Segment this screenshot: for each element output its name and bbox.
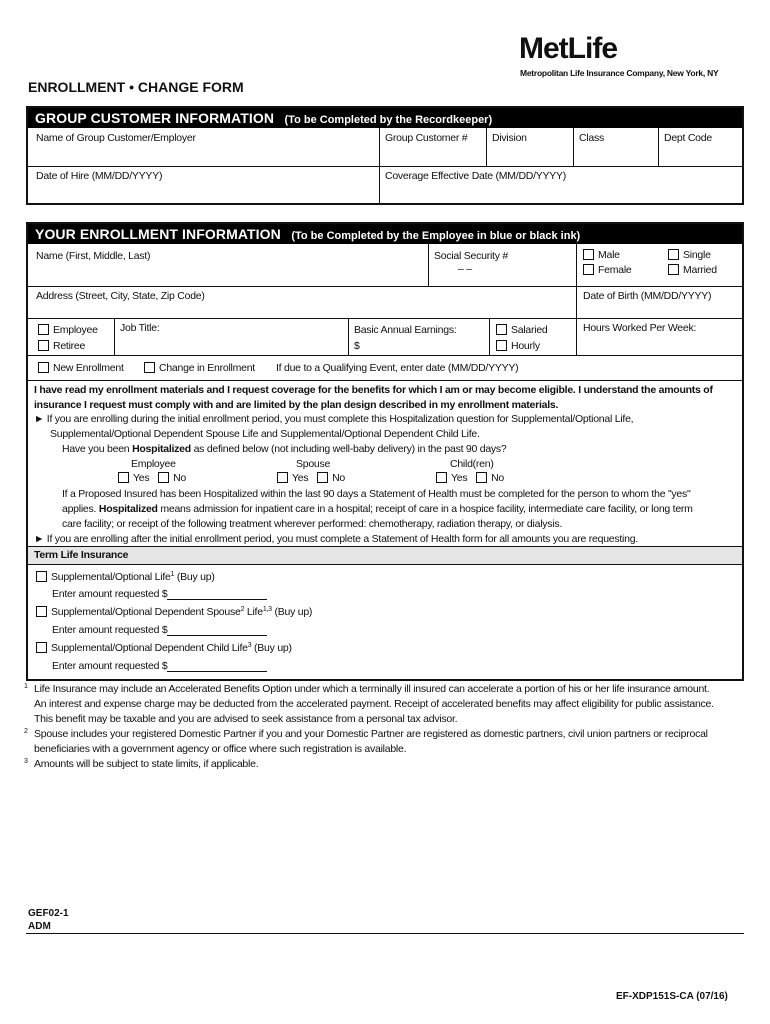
- male-option[interactable]: [583, 248, 655, 263]
- married-label: Married: [683, 264, 717, 276]
- new-enrollment-option[interactable]: [34, 360, 154, 376]
- footnote-2-line2: beneficiaries with a government agency or office where such registration is available.: [34, 743, 407, 755]
- children-no-option[interactable]: [476, 472, 504, 484]
- footnote-number: 1: [24, 683, 28, 690]
- spouse-life-amount-input[interactable]: [167, 624, 267, 636]
- change-enrollment-label: Change in Enrollment: [159, 362, 255, 374]
- group-section-subtitle: (To be Completed by the Recordkeeper): [284, 114, 493, 126]
- term-life-header: [28, 546, 742, 565]
- earnings-field[interactable]: [350, 320, 489, 355]
- footnote-ref: 1: [170, 571, 175, 578]
- spouse-life-checkbox[interactable]: [36, 606, 47, 617]
- divider: [489, 318, 490, 355]
- qualifying-event-label: If due to a Qualifying Event, enter date (MM/DD/YYYY): [276, 362, 519, 374]
- children-yes-checkbox[interactable]: [436, 472, 447, 483]
- hourly-checkbox[interactable]: [496, 340, 507, 351]
- spouse-group-label: Spouse: [296, 458, 331, 470]
- gender-group: [579, 246, 659, 286]
- no-label: No: [491, 472, 504, 484]
- divider: [573, 128, 574, 166]
- hourly-option[interactable]: [496, 338, 572, 354]
- question-post: as defined below (not including well-baby delivery) in the past 90 days?: [190, 443, 507, 455]
- coverage-date-label: Coverage Effective Date (MM/DD/YYYY): [385, 170, 567, 182]
- spouse-life-label: Supplemental/Optional Dependent Spouse: [51, 606, 241, 618]
- coverage-date-field[interactable]: [381, 168, 741, 203]
- dept-code-label: Dept Code: [664, 132, 712, 144]
- single-option[interactable]: [668, 248, 738, 263]
- spouse-life-mid: Life: [244, 606, 263, 618]
- question-bold: Hospitalized: [132, 443, 191, 455]
- enroll-section-title: YOUR ENROLLMENT INFORMATION: [35, 226, 281, 242]
- salaried-label: Salaried: [511, 324, 548, 336]
- employer-label: Name of Group Customer/Employer: [36, 132, 196, 144]
- spouse-no-option[interactable]: [317, 472, 345, 484]
- spouse-yes-option[interactable]: [277, 472, 308, 484]
- class-field[interactable]: [575, 130, 658, 166]
- employee-yes-checkbox[interactable]: [118, 472, 129, 483]
- hours-label: Hours Worked Per Week:: [583, 322, 697, 334]
- job-title-field[interactable]: [116, 320, 348, 355]
- spouse-no-checkbox[interactable]: [317, 472, 328, 483]
- amount-label: Enter amount requested $: [52, 660, 168, 672]
- form-code-adm: ADM: [28, 921, 51, 932]
- children-group-label: Child(ren): [450, 458, 494, 470]
- footnote-number: 2: [24, 728, 28, 735]
- amount-label: Enter amount requested $: [52, 624, 168, 636]
- no-label: No: [173, 472, 186, 484]
- married-option[interactable]: [668, 263, 738, 278]
- customer-number-field[interactable]: [381, 130, 486, 166]
- footnote-2-line1: Spouse includes your registered Domestic Partner if you and your Domestic Partner are registered as domestic partners, civil union partners or reciprocal: [34, 728, 708, 740]
- footnote-number: 3: [24, 758, 28, 765]
- divider: [114, 318, 115, 355]
- yes-label: Yes: [451, 472, 468, 484]
- hire-date-field[interactable]: [32, 168, 377, 203]
- form-number: EF-XDP151S-CA (07/16): [616, 991, 728, 1002]
- salaried-checkbox[interactable]: [496, 324, 507, 335]
- company-name: Metropolitan Life Insurance Company, New York, NY: [520, 68, 719, 78]
- statement-health-line2: [62, 503, 693, 515]
- new-enrollment-checkbox[interactable]: [38, 362, 49, 373]
- divider: [576, 244, 577, 355]
- pay-type-group: [492, 320, 576, 355]
- employee-no-option[interactable]: [158, 472, 186, 484]
- dept-code-field[interactable]: [660, 130, 742, 166]
- child-life-checkbox[interactable]: [36, 642, 47, 653]
- metlife-logo: MetLife: [519, 32, 617, 65]
- children-no-checkbox[interactable]: [476, 472, 487, 483]
- form-title: ENROLLMENT • CHANGE FORM: [28, 79, 244, 95]
- ssn-label: Social Security #: [434, 250, 508, 262]
- dob-label: Date of Birth (MM/DD/YYYY): [583, 290, 712, 302]
- form-code: GEF02-1: [28, 908, 69, 919]
- child-life-amount-input[interactable]: [167, 660, 267, 672]
- divider: [28, 286, 742, 287]
- division-field[interactable]: [488, 130, 573, 166]
- ssn-field[interactable]: [430, 248, 576, 286]
- qualifying-event-field[interactable]: [272, 360, 572, 376]
- group-customer-section: [26, 106, 744, 205]
- job-title-label: Job Title:: [120, 322, 160, 334]
- children-hospitalized: [436, 472, 504, 484]
- employee-yes-option[interactable]: [118, 472, 149, 484]
- address-field[interactable]: [32, 288, 576, 318]
- footer-rule: [26, 933, 744, 934]
- employee-hospitalized: [118, 472, 186, 484]
- hire-date-label: Date of Hire (MM/DD/YYYY): [36, 170, 163, 182]
- sh2-post: means admission for inpatient care in a hospital; receipt of care in a hospice facility, intermediate care facility, or long term: [157, 503, 693, 515]
- employee-label: Employee: [53, 324, 98, 336]
- footnote-1-line2: An interest and expense charge may be deducted from the accelerated payment. Receipt of accelerated benefits may affect eligibility for public assistance.: [34, 698, 714, 710]
- ssn-dashes: – –: [458, 263, 472, 275]
- salaried-option[interactable]: [496, 322, 572, 338]
- enrollment-section: [26, 222, 744, 681]
- amount-label: Enter amount requested $: [52, 588, 168, 600]
- footnote-ref: 3: [247, 642, 252, 649]
- employer-field[interactable]: [32, 130, 377, 166]
- divider: [379, 128, 380, 203]
- supp-life-label: Supplemental/Optional Life: [51, 571, 171, 583]
- footnote-ref: 2: [240, 606, 245, 613]
- footnote-3-line1: Amounts will be subject to state limits, if applicable.: [34, 758, 259, 770]
- enroll-section-header: [28, 224, 742, 244]
- earnings-dollar: $: [354, 340, 360, 352]
- supp-life-amount-input[interactable]: [167, 588, 267, 600]
- divider: [658, 128, 659, 166]
- divider: [28, 318, 742, 319]
- statement-health-line3: care facility; or receipt of the following treatment wherever performed: chemotherapy, radiation therapy, or dialysis.: [62, 518, 563, 530]
- change-enrollment-checkbox[interactable]: [144, 362, 155, 373]
- question-pre: Have you been: [62, 443, 133, 455]
- earnings-label: Basic Annual Earnings:: [354, 324, 457, 336]
- spouse-yes-checkbox[interactable]: [277, 472, 288, 483]
- male-label: Male: [598, 249, 620, 261]
- employment-type-group: [34, 320, 114, 355]
- enrollment-statement: I have read my enrollment materials and I request coverage for the benefits for which I am or may become eligible. I understand the amounts of insurance I request must comply with and are limited by the plan design described in my enrollment materials.: [34, 384, 713, 411]
- footnote-1-line1: Life Insurance may include an Accelerated Benefits Option under which a terminally ill insured can accelerate a portion of his or her life insurance amount.: [34, 683, 710, 695]
- retiree-option[interactable]: [38, 338, 110, 354]
- footnote-1-line3: This benefit may be taxable and you are advised to seek assistance from a personal tax advisor.: [34, 713, 458, 725]
- address-label: Address (Street, City, State, Zip Code): [36, 290, 205, 302]
- divider: [28, 380, 742, 381]
- sh2-bold: Hospitalized: [98, 503, 158, 515]
- new-enrollment-label: New Enrollment: [53, 362, 124, 374]
- change-enrollment-option[interactable]: [140, 360, 280, 376]
- division-label: Division: [492, 132, 527, 144]
- spouse-hospitalized: [277, 472, 345, 484]
- name-label: Name (First, Middle, Last): [36, 250, 151, 262]
- female-label: Female: [598, 264, 632, 276]
- footnote-ref: 1,3: [262, 606, 272, 613]
- divider: [486, 128, 487, 166]
- married-checkbox[interactable]: [668, 264, 679, 275]
- children-yes-option[interactable]: [436, 472, 467, 484]
- single-label: Single: [683, 249, 711, 261]
- spouse-life-amount: [52, 624, 267, 636]
- divider: [28, 355, 742, 356]
- buy-up-label: (Buy up): [271, 606, 313, 618]
- female-option[interactable]: [583, 263, 655, 278]
- divider: [28, 166, 742, 167]
- bullet-after-initial: ► If you are enrolling after the initial enrollment period, you must complete a Statement of Health form for all amounts you are requesting.: [34, 533, 638, 545]
- employee-group-label: Employee: [131, 458, 176, 470]
- single-checkbox[interactable]: [668, 249, 679, 260]
- employee-option[interactable]: [38, 322, 110, 338]
- customer-number-label: Group Customer #: [385, 132, 468, 144]
- hourly-label: Hourly: [511, 340, 540, 352]
- divider: [428, 244, 429, 286]
- hours-field[interactable]: [579, 320, 741, 355]
- marital-group: [664, 246, 742, 286]
- term-life-title: Term Life Insurance: [34, 549, 129, 561]
- child-life-label: Supplemental/Optional Dependent Child Life: [51, 642, 248, 654]
- supp-life-checkbox[interactable]: [36, 571, 47, 582]
- class-label: Class: [579, 132, 605, 144]
- group-section-title: GROUP CUSTOMER INFORMATION: [35, 110, 275, 126]
- sh2-pre: applies.: [62, 503, 99, 515]
- name-field[interactable]: [32, 248, 427, 286]
- child-life-option[interactable]: [36, 642, 292, 654]
- bullet-initial-line1: ► If you are enrolling during the initial enrollment period, you must complete this Hospitalization question for Supplemental/Optional Life,: [34, 413, 634, 425]
- yes-label: Yes: [292, 472, 309, 484]
- divider: [348, 318, 349, 355]
- female-checkbox[interactable]: [583, 264, 594, 275]
- bullet-initial-line2: Supplemental/Optional Dependent Spouse Life and Supplemental/Optional Dependent Child Life.: [50, 428, 480, 440]
- yes-label: Yes: [133, 472, 150, 484]
- buy-up-label: (Buy up): [174, 571, 215, 583]
- child-life-amount: [52, 660, 267, 672]
- enroll-section-subtitle: (To be Completed by the Employee in blue or black ink): [291, 230, 581, 242]
- supp-life-option[interactable]: [36, 571, 215, 583]
- group-section-header: [28, 108, 742, 128]
- employee-no-checkbox[interactable]: [158, 472, 169, 483]
- retiree-label: Retiree: [53, 340, 86, 352]
- employee-checkbox[interactable]: [38, 324, 49, 335]
- spouse-life-option[interactable]: [36, 606, 312, 618]
- no-label: No: [332, 472, 345, 484]
- statement-health-line1: If a Proposed Insured has been Hospitalized within the last 90 days a Statement of Health must be completed for the person to whom the "yes": [62, 488, 691, 500]
- hospitalized-question: [62, 443, 507, 455]
- retiree-checkbox[interactable]: [38, 340, 49, 351]
- dob-field[interactable]: [579, 288, 741, 318]
- supp-life-amount: [52, 588, 267, 600]
- male-checkbox[interactable]: [583, 249, 594, 260]
- buy-up-label: (Buy up): [251, 642, 292, 654]
